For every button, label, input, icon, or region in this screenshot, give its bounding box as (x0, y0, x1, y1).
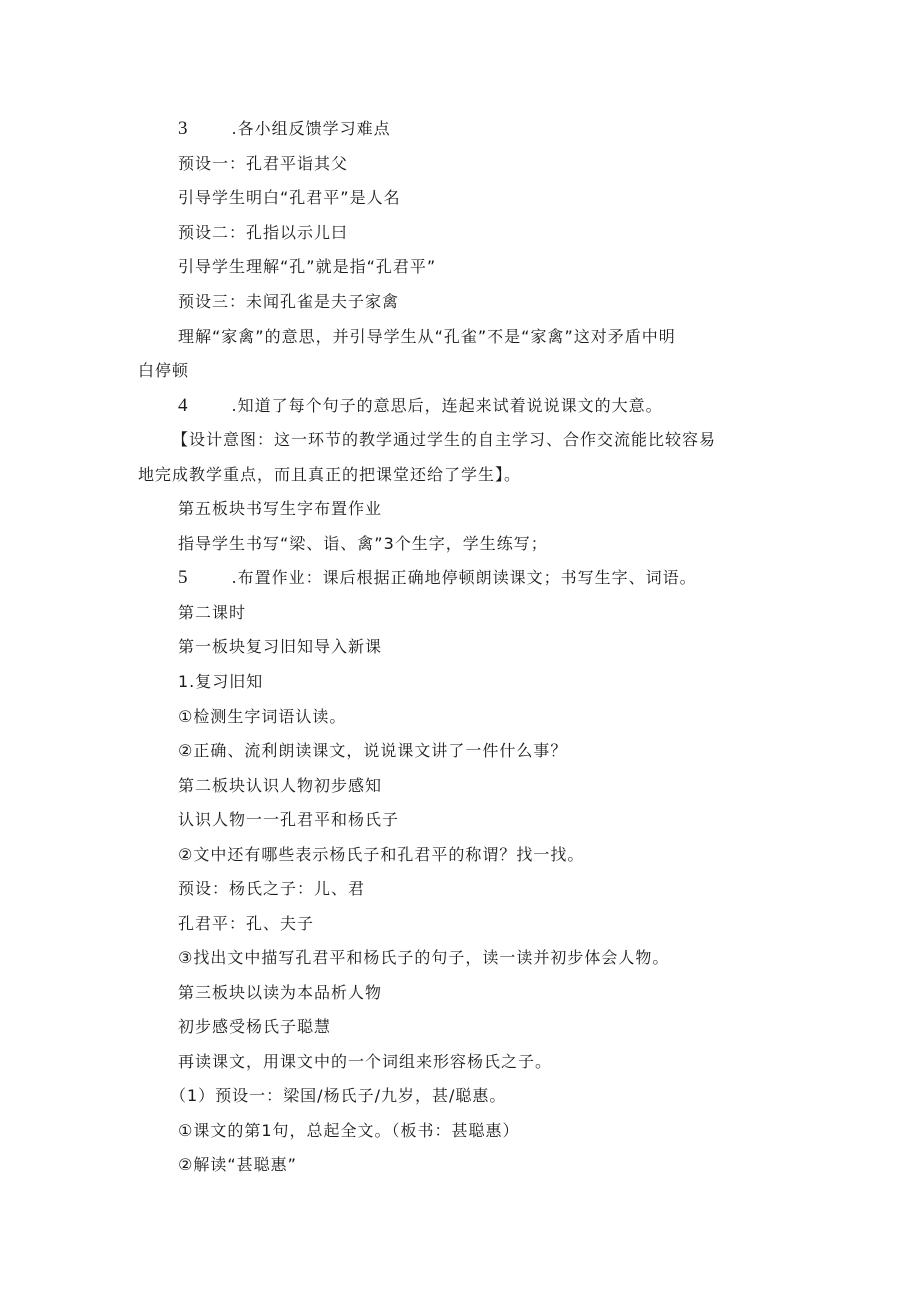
section-heading: 第二板块认识人物初步感知 (178, 776, 383, 795)
text-line: ②解读“甚聪惠” (178, 1155, 297, 1174)
text-line: 5 .布置作业：课后根据正确地停顿朗读课文；书写生字、词语。 (178, 567, 697, 588)
text-line: （1）预设一：梁国/杨氏子/九岁，甚/聪惠。 (170, 1086, 507, 1105)
item-number: 5 (178, 567, 188, 588)
text-line: 预设二：孔指以示儿曰 (178, 223, 349, 242)
text-line: 3 .各小组反馈学习难点 (178, 118, 391, 139)
section-heading: 第二课时 (178, 603, 247, 622)
text-line: 1.复习旧知 (178, 672, 264, 691)
text-line: 初步感受杨氏子聪慧 (178, 1017, 332, 1036)
text-line: 理解“家禽”的意思，并引导学生从“孔雀”不是“家禽”这对矛盾中明 (178, 327, 676, 346)
text-line: 地完成教学重点，而且真正的把课堂还给了学生】。 (138, 465, 522, 484)
text-line: 【设计意图：这一环节的教学通过学生的自主学习、合作交流能比较容易 (172, 430, 717, 449)
text-line: 孔君平：孔、夫子 (178, 914, 315, 933)
text-line: ①检测生字词语认读。 (178, 707, 347, 726)
section-heading: 第一板块复习旧知导入新课 (178, 637, 383, 656)
text-line: ①课文的第1句，总起全文。（板书：甚聪惠） (178, 1121, 520, 1140)
text-line: ③找出文中描写孔君平和杨氏子的句子，读一读并初步体会人物。 (178, 948, 670, 967)
text-line: ②文中还有哪些表示杨氏子和孔君平的称谓？找一找。 (178, 845, 585, 864)
text-line: 预设：杨氏之子：儿、君 (178, 879, 366, 898)
text-line: 引导学生理解“孔”就是指“孔君平” (178, 257, 437, 276)
section-heading: 第五板块书写生字布置作业 (178, 499, 383, 518)
text-line: 预设一：孔君平诣其父 (178, 154, 349, 173)
item-number: 3 (178, 118, 188, 139)
section-heading: 第三板块以读为本品析人物 (178, 983, 383, 1002)
text-line: ②正确、流利朗读课文，说说课文讲了一件什么事？ (178, 741, 568, 760)
text-line: 再读课文，用课文中的一个词组来形容杨氏之子。 (178, 1052, 553, 1071)
text-line: 预设三：未闻孔雀是夫子家禽 (178, 292, 400, 311)
item-number: 4 (178, 395, 188, 416)
text-line: 认识人物一一孔君平和杨氏子 (178, 810, 400, 829)
text-line: 4 .知道了每个句子的意思后，连起来试着说说课文的大意。 (178, 395, 663, 416)
text-line: 白停顿 (138, 361, 190, 380)
text-line: 引导学生明白“孔君平”是人名 (178, 188, 401, 207)
text-line: 指导学生书写“梁、诣、禽”3个生字，学生练写； (178, 534, 548, 553)
